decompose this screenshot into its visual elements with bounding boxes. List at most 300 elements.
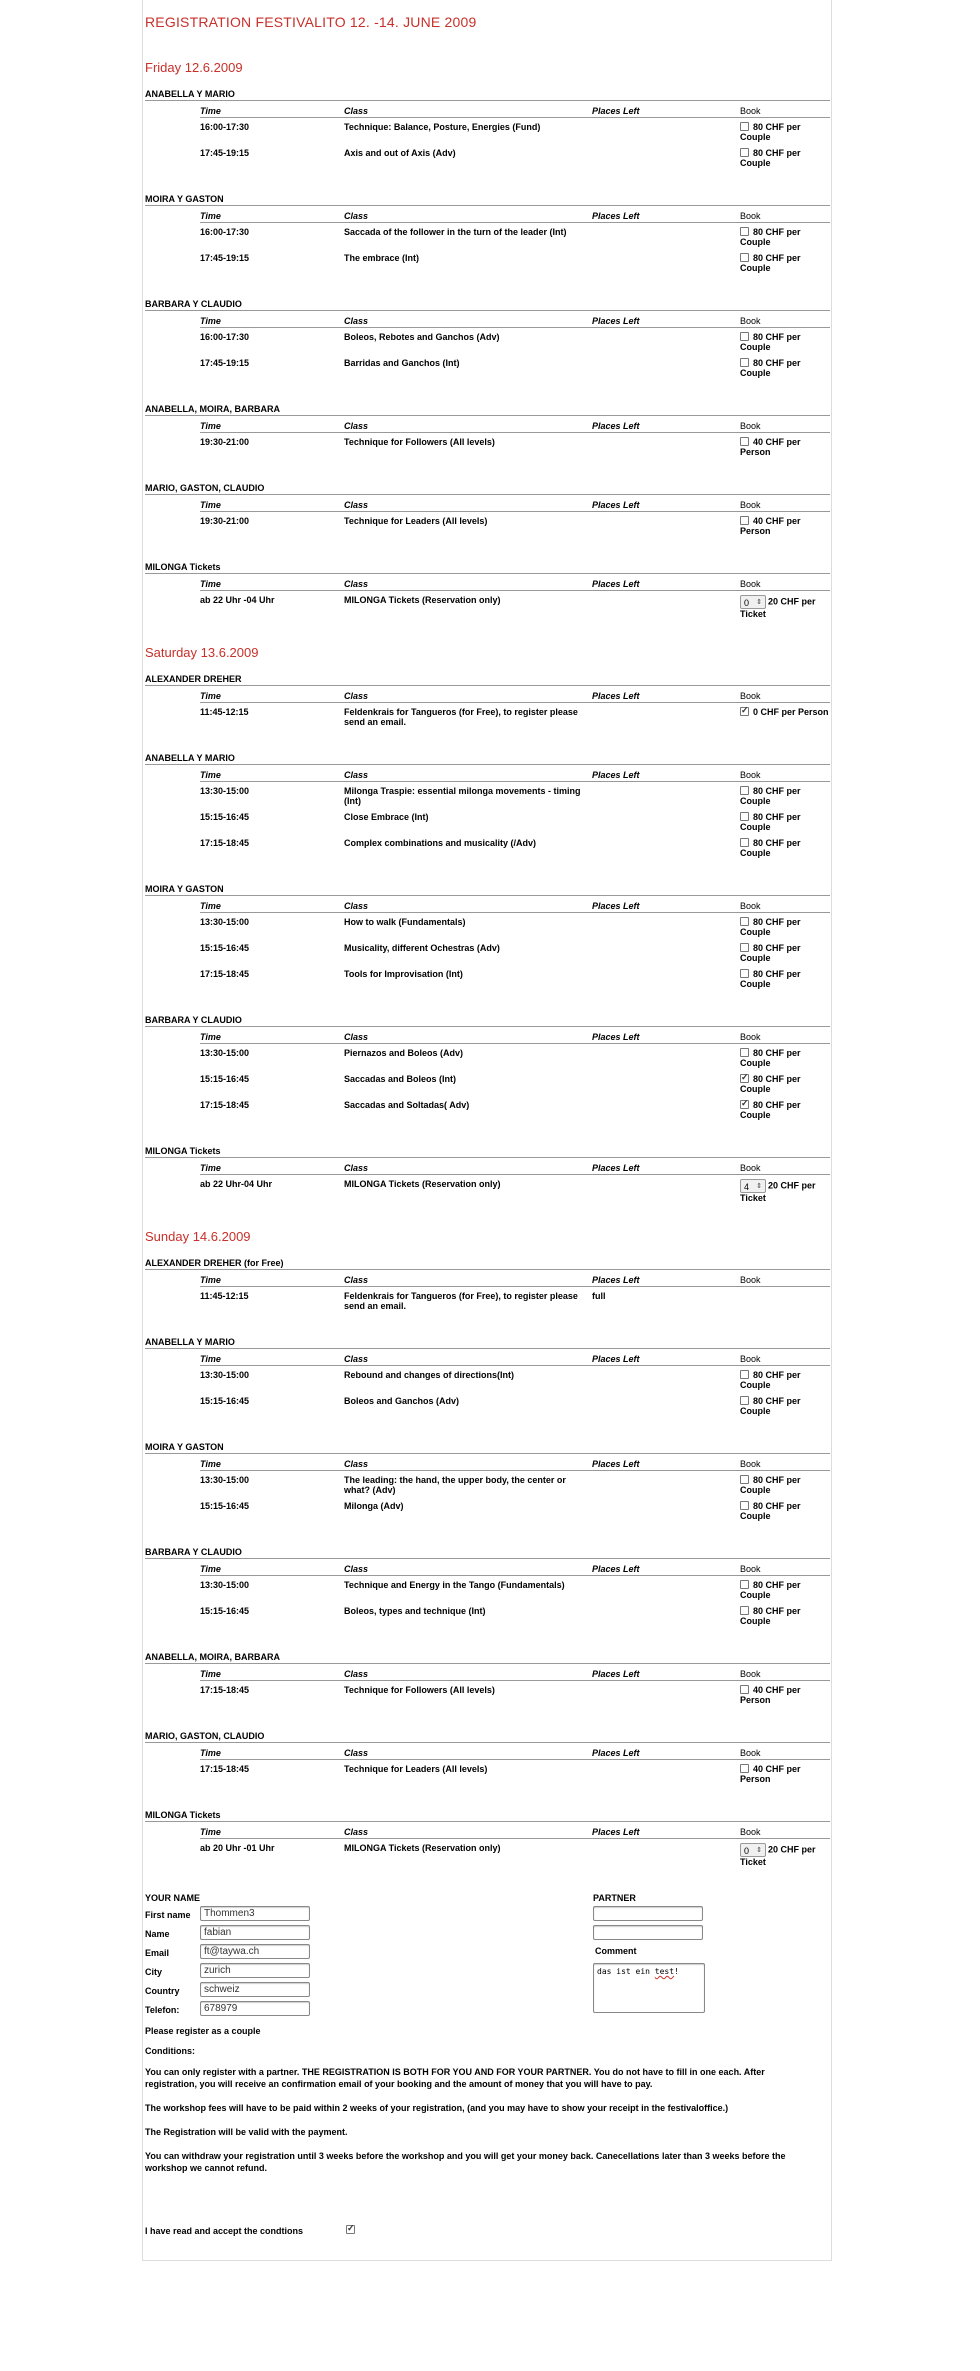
class-time: 13:30-15:00	[200, 1475, 250, 1485]
page-title: REGISTRATION FESTIVALITO 12. -14. JUNE 2009	[145, 14, 477, 30]
ticket-quantity-spinner[interactable]	[740, 1843, 766, 1857]
places-left	[592, 1044, 740, 1071]
header-time: Time	[200, 313, 344, 328]
price-label: 80 CHF per Couple	[740, 812, 801, 832]
book-cell	[740, 808, 830, 834]
table-row	[200, 808, 830, 834]
book-checkbox[interactable]	[740, 1580, 749, 1589]
table-header-row	[200, 1561, 830, 1576]
class-table	[200, 1824, 830, 1869]
price-label: 80 CHF per Couple	[740, 148, 801, 168]
table-header-row	[200, 313, 830, 328]
teacher-group-title: BARBARA Y CLAUDIO	[145, 1015, 830, 1027]
table-header-row	[200, 1456, 830, 1471]
book-cell	[740, 328, 830, 355]
class-name: Technique for Followers (All levels)	[344, 1685, 495, 1695]
book-cell	[740, 433, 830, 460]
header-places-left: Places Left	[592, 418, 740, 433]
header-places-left: Places Left	[592, 898, 740, 913]
class-time: 13:30-15:00	[200, 786, 250, 796]
class-name: Barridas and Ganchos (Int)	[344, 358, 460, 368]
price-label: 80 CHF per Couple	[740, 917, 801, 937]
table-header-row	[200, 1351, 830, 1366]
comment-text-end: !	[674, 1967, 679, 1976]
teacher-group-title: ANABELLA Y MARIO	[145, 753, 830, 765]
class-time: 16:00-17:30	[200, 332, 250, 342]
ticket-quantity-value: 0	[744, 1846, 750, 1856]
book-checkbox[interactable]	[740, 227, 749, 236]
table-row	[200, 1497, 830, 1523]
teacher-group	[145, 299, 831, 380]
partner-name-field[interactable]	[593, 1925, 703, 1940]
class-time: 17:15-18:45	[200, 1100, 250, 1110]
table-row	[200, 223, 830, 250]
table-header-row	[200, 1824, 830, 1839]
class-table	[200, 1666, 830, 1707]
places-left	[592, 223, 740, 250]
places-left	[592, 1839, 740, 1870]
header-class: Class	[344, 1029, 592, 1044]
book-checkbox[interactable]	[740, 253, 749, 262]
header-places-left: Places Left	[592, 1745, 740, 1760]
header-time: Time	[200, 497, 344, 512]
accept-row	[145, 2226, 831, 2240]
teacher-group	[145, 404, 831, 459]
spinner-arrows-icon[interactable]: ⇕	[756, 599, 762, 606]
places-left	[592, 354, 740, 380]
header-time: Time	[200, 1561, 344, 1576]
header-time: Time	[200, 1666, 344, 1681]
header-time: Time	[200, 688, 344, 703]
table-row	[200, 354, 830, 380]
teacher-group	[145, 753, 831, 860]
class-name: Saccadas and Boleos (Int)	[344, 1074, 457, 1084]
price-label: 80 CHF per Couple	[740, 227, 801, 247]
class-time: 17:15-18:45	[200, 838, 250, 848]
spinner-arrows-icon[interactable]: ⇕	[756, 1847, 762, 1854]
class-table	[200, 767, 830, 860]
teacher-group	[145, 1146, 831, 1205]
header-places-left: Places Left	[592, 688, 740, 703]
teacher-group-title: MOIRA Y GASTON	[145, 194, 830, 206]
class-name: Axis and out of Axis (Adv)	[344, 148, 456, 158]
table-header-row	[200, 688, 830, 703]
price-label: 40 CHF per Person	[740, 437, 801, 457]
header-time: Time	[200, 1160, 344, 1175]
book-cell	[740, 591, 830, 622]
header-time: Time	[200, 1456, 344, 1471]
places-left	[592, 782, 740, 809]
header-class: Class	[344, 1456, 592, 1471]
day-title: Saturday 13.6.2009	[145, 645, 259, 660]
book-cell	[740, 249, 830, 275]
book-checkbox[interactable]	[740, 838, 749, 847]
header-class: Class	[344, 1272, 592, 1287]
class-time: ab 22 Uhr -04 Uhr	[200, 595, 275, 605]
table-row	[200, 1044, 830, 1071]
name-label: Name	[145, 1929, 170, 1939]
book-checkbox[interactable]	[740, 148, 749, 157]
price-label: 80 CHF per Couple	[740, 122, 801, 142]
spinner-arrows-icon[interactable]: ⇕	[756, 1183, 762, 1190]
places-left	[592, 249, 740, 275]
class-table	[200, 1272, 830, 1313]
header-class: Class	[344, 898, 592, 913]
places-left	[592, 1175, 740, 1206]
header-book: Book	[740, 1029, 830, 1044]
table-header-row	[200, 418, 830, 433]
class-name: Boleos, Rebotes and Ganchos (Adv)	[344, 332, 500, 342]
book-checkbox[interactable]	[740, 707, 749, 716]
class-table	[200, 313, 830, 380]
book-cell	[740, 1070, 830, 1096]
class-time: 15:15-16:45	[200, 1501, 250, 1511]
teacher-group-title: MILONGA Tickets	[145, 562, 830, 574]
class-time: 13:30-15:00	[200, 1048, 250, 1058]
table-row	[200, 433, 830, 460]
book-cell	[740, 782, 830, 809]
teacher-group-title: ANABELLA, MOIRA, BARBARA	[145, 404, 830, 416]
header-class: Class	[344, 1745, 592, 1760]
partner-first-name-field[interactable]	[593, 1906, 703, 1921]
header-class: Class	[344, 103, 592, 118]
table-header-row	[200, 1272, 830, 1287]
book-cell	[740, 1681, 830, 1708]
book-cell	[740, 1497, 830, 1523]
ticket-quantity-spinner[interactable]	[740, 595, 766, 609]
email-field[interactable]: ft@taywa.ch	[200, 1944, 310, 1959]
table-header-row	[200, 1029, 830, 1044]
header-places-left: Places Left	[592, 576, 740, 591]
class-table	[200, 103, 830, 170]
book-cell	[740, 1839, 830, 1870]
price-label: 80 CHF per Couple	[740, 1100, 801, 1120]
table-row	[200, 913, 830, 940]
header-places-left: Places Left	[592, 103, 740, 118]
book-cell	[740, 1175, 830, 1206]
telefon-field[interactable]: 678979	[200, 2001, 310, 2016]
class-time: 15:15-16:45	[200, 943, 250, 953]
schedule	[145, 60, 831, 1869]
book-checkbox[interactable]	[740, 1074, 749, 1083]
book-checkbox[interactable]	[740, 943, 749, 952]
book-checkbox[interactable]	[740, 437, 749, 446]
places-left	[592, 965, 740, 991]
price-label: 40 CHF per Person	[740, 1764, 801, 1784]
teacher-group	[145, 483, 831, 538]
header-time: Time	[200, 103, 344, 118]
teacher-group	[145, 1652, 831, 1707]
teacher-group-title: MARIO, GASTON, CLAUDIO	[145, 1731, 830, 1743]
price-label: 80 CHF per Couple	[740, 943, 801, 963]
places-left	[592, 591, 740, 622]
day-title: Sunday 14.6.2009	[145, 1229, 251, 1244]
places-left	[592, 512, 740, 539]
book-cell	[740, 913, 830, 940]
accept-checkbox[interactable]	[346, 2225, 355, 2234]
teacher-group-title: BARBARA Y CLAUDIO	[145, 299, 830, 311]
places-left	[592, 939, 740, 965]
price-label: 40 CHF per Person	[740, 516, 801, 536]
teacher-group	[145, 1258, 831, 1313]
class-table	[200, 1351, 830, 1418]
header-class: Class	[344, 1824, 592, 1839]
book-cell	[740, 1760, 830, 1787]
header-class: Class	[344, 688, 592, 703]
table-row	[200, 328, 830, 355]
header-time: Time	[200, 418, 344, 433]
book-checkbox[interactable]	[740, 1475, 749, 1484]
table-row	[200, 1760, 830, 1787]
book-cell	[740, 939, 830, 965]
first-name-field[interactable]: Thommen3	[200, 1906, 310, 1921]
places-left	[592, 328, 740, 355]
table-header-row	[200, 1666, 830, 1681]
table-row	[200, 249, 830, 275]
places-left	[592, 118, 740, 145]
class-time: 15:15-16:45	[200, 812, 250, 822]
table-row	[200, 144, 830, 170]
book-cell	[740, 512, 830, 539]
comment-label: Comment	[595, 1946, 637, 1956]
class-table	[200, 898, 830, 991]
price-label: 80 CHF per Couple	[740, 253, 801, 273]
class-name: How to walk (Fundamentals)	[344, 917, 466, 927]
header-places-left: Places Left	[592, 1666, 740, 1681]
header-class: Class	[344, 1561, 592, 1576]
header-class: Class	[344, 313, 592, 328]
table-row	[200, 591, 830, 622]
table-row	[200, 1175, 830, 1206]
table-row	[200, 1287, 830, 1314]
places-left	[592, 808, 740, 834]
book-cell	[740, 1392, 830, 1418]
book-checkbox[interactable]	[740, 332, 749, 341]
class-name: Piernazos and Boleos (Adv)	[344, 1048, 464, 1058]
book-checkbox[interactable]	[740, 812, 749, 821]
class-table	[200, 418, 830, 459]
ticket-quantity-spinner[interactable]	[740, 1179, 766, 1193]
condition-paragraph: The workshop fees will have to be paid within 2 weeks of your registration, (and you may have to show your receipt in the festivaloffice.)	[145, 2103, 729, 2113]
book-checkbox[interactable]	[740, 122, 749, 131]
country-field[interactable]: schweiz	[200, 1982, 310, 1997]
teacher-group	[145, 562, 831, 621]
places-left	[592, 913, 740, 940]
your-name-title: YOUR NAME	[145, 1893, 201, 1903]
header-places-left: Places Left	[592, 208, 740, 223]
places-left	[592, 1070, 740, 1096]
header-book: Book	[740, 418, 830, 433]
class-name: The leading: the hand, the upper body, the center or what? (Adv)	[344, 1475, 566, 1495]
table-row	[200, 512, 830, 539]
header-class: Class	[344, 1160, 592, 1175]
book-cell	[740, 1044, 830, 1071]
teacher-group-title: ANABELLA Y MARIO	[145, 1337, 830, 1349]
header-book: Book	[740, 1666, 830, 1681]
class-name: Feldenkrais for Tangueros (for Free), to register please send an email.	[344, 707, 578, 727]
class-time: 13:30-15:00	[200, 917, 250, 927]
table-header-row	[200, 1160, 830, 1175]
book-cell	[740, 1287, 830, 1314]
table-row	[200, 782, 830, 809]
teacher-group	[145, 89, 831, 170]
class-time: ab 22 Uhr-04 Uhr	[200, 1179, 273, 1189]
book-checkbox[interactable]	[740, 1606, 749, 1615]
price-label: 20 CHF per Ticket	[740, 1844, 816, 1867]
teacher-group-title: MOIRA Y GASTON	[145, 1442, 830, 1454]
class-time: 17:45-19:15	[200, 148, 250, 158]
class-name: Technique for Leaders (All levels)	[344, 1764, 488, 1774]
header-book: Book	[740, 313, 830, 328]
class-name: Technique for Followers (All levels)	[344, 437, 495, 447]
table-row	[200, 118, 830, 145]
places-left	[592, 1602, 740, 1628]
telefon-label: Telefon:	[145, 2005, 180, 2015]
price-label: 80 CHF per Couple	[740, 1074, 801, 1094]
teacher-group-title: MARIO, GASTON, CLAUDIO	[145, 483, 830, 495]
header-book: Book	[740, 767, 830, 782]
book-checkbox[interactable]	[740, 1370, 749, 1379]
teacher-group	[145, 1015, 831, 1122]
header-book: Book	[740, 208, 830, 223]
class-name: Musicality, different Ochestras (Adv)	[344, 943, 500, 953]
table-row	[200, 1366, 830, 1393]
comment-text: das ist ein	[597, 1967, 655, 1976]
accept-label: I have read and accept the condtions	[145, 2226, 304, 2236]
price-label: 20 CHF per Ticket	[740, 596, 816, 619]
price-label: 80 CHF per Couple	[740, 1048, 801, 1068]
class-name: Boleos and Ganchos (Adv)	[344, 1396, 460, 1406]
class-name: MILONGA Tickets (Reservation only)	[344, 1179, 501, 1189]
book-checkbox[interactable]	[740, 1764, 749, 1773]
class-name: Close Embrace (Int)	[344, 812, 429, 822]
price-label: 80 CHF per Couple	[740, 332, 801, 352]
name-field[interactable]: fabian	[200, 1925, 310, 1940]
email-label: Email	[145, 1948, 170, 1958]
price-label: 80 CHF per Couple	[740, 1396, 801, 1416]
header-time: Time	[200, 898, 344, 913]
table-row	[200, 1681, 830, 1708]
book-cell	[740, 223, 830, 250]
class-name: Saccada of the follower in the turn of the leader (Int)	[344, 227, 567, 237]
book-checkbox[interactable]	[740, 1048, 749, 1057]
class-time: ab 20 Uhr -01 Uhr	[200, 1843, 275, 1853]
class-time: 17:15-18:45	[200, 1685, 250, 1695]
class-name: MILONGA Tickets (Reservation only)	[344, 1843, 501, 1853]
city-field[interactable]: zurich	[200, 1963, 310, 1978]
header-book: Book	[740, 576, 830, 591]
registration-page	[142, 0, 832, 2261]
header-book: Book	[740, 497, 830, 512]
table-row	[200, 1839, 830, 1870]
header-time: Time	[200, 1029, 344, 1044]
class-time: 17:15-18:45	[200, 1764, 250, 1774]
table-row	[200, 1070, 830, 1096]
price-label: 40 CHF per Person	[740, 1685, 801, 1705]
table-header-row	[200, 1745, 830, 1760]
header-places-left: Places Left	[592, 1351, 740, 1366]
table-row	[200, 1392, 830, 1418]
book-checkbox[interactable]	[740, 358, 749, 367]
price-label: 80 CHF per Couple	[740, 358, 801, 378]
class-name: Complex combinations and musicality (/Adv)	[344, 838, 537, 848]
class-table	[200, 1029, 830, 1122]
teacher-group-title: BARBARA Y CLAUDIO	[145, 1547, 830, 1559]
book-cell	[740, 834, 830, 860]
book-cell	[740, 1576, 830, 1603]
class-name: Technique for Leaders (All levels)	[344, 516, 488, 526]
book-cell	[740, 1366, 830, 1393]
header-class: Class	[344, 497, 592, 512]
teacher-group	[145, 884, 831, 991]
places-left	[592, 1681, 740, 1708]
price-label: 80 CHF per Couple	[740, 1475, 801, 1495]
book-checkbox[interactable]	[740, 786, 749, 795]
book-checkbox[interactable]	[740, 1501, 749, 1510]
book-checkbox[interactable]	[740, 917, 749, 926]
class-time: 11:45-12:15	[200, 707, 249, 717]
class-time: 16:00-17:30	[200, 227, 250, 237]
header-class: Class	[344, 767, 592, 782]
teacher-group-title: MILONGA Tickets	[145, 1810, 830, 1822]
class-table	[200, 497, 830, 538]
price-label: 80 CHF per Couple	[740, 969, 801, 989]
places-left	[592, 1366, 740, 1393]
class-name: Feldenkrais for Tangueros (for Free), to register please send an email.	[344, 1291, 578, 1311]
class-time: 11:45-12:15	[200, 1291, 249, 1301]
header-book: Book	[740, 898, 830, 913]
class-name: Saccadas and Soltadas( Adv)	[344, 1100, 470, 1110]
price-label: 80 CHF per Couple	[740, 838, 801, 858]
header-time: Time	[200, 1272, 344, 1287]
header-class: Class	[344, 208, 592, 223]
places-left	[592, 433, 740, 460]
book-cell	[740, 1471, 830, 1498]
header-places-left: Places Left	[592, 313, 740, 328]
table-row	[200, 1096, 830, 1122]
class-name: Boleos, types and technique (Int)	[344, 1606, 486, 1616]
header-class: Class	[344, 418, 592, 433]
teacher-group-title: MOIRA Y GASTON	[145, 884, 830, 896]
class-table	[200, 576, 830, 621]
price-label: 20 CHF per Ticket	[740, 1180, 816, 1203]
book-checkbox[interactable]	[740, 969, 749, 978]
header-time: Time	[200, 1824, 344, 1839]
places-left	[592, 834, 740, 860]
header-book: Book	[740, 1824, 830, 1839]
book-checkbox[interactable]	[740, 1396, 749, 1405]
table-header-row	[200, 497, 830, 512]
header-book: Book	[740, 103, 830, 118]
book-checkbox[interactable]	[740, 1685, 749, 1694]
header-book: Book	[740, 1561, 830, 1576]
book-checkbox[interactable]	[740, 516, 749, 525]
places-left	[592, 1760, 740, 1787]
table-row	[200, 703, 830, 730]
book-cell	[740, 1602, 830, 1628]
comment-textarea[interactable]	[593, 1963, 705, 2013]
condition-paragraph: You can only register with a partner. THE REGISTRATION IS BOTH FOR YOU AND FOR YOUR PARTNER. You do not have to fill in one each. After registration, you will receive an confirmation email of your booking and the amount of money that you will have to pay.	[145, 2067, 765, 2089]
country-label: Country	[145, 1986, 180, 1996]
places-left: full	[592, 1291, 606, 1301]
header-book: Book	[740, 1351, 830, 1366]
couple-note: Please register as a couple	[145, 2026, 261, 2036]
table-row	[200, 834, 830, 860]
table-header-row	[200, 576, 830, 591]
table-row	[200, 1471, 830, 1498]
price-label: 80 CHF per Couple	[740, 1370, 801, 1390]
book-checkbox[interactable]	[740, 1100, 749, 1109]
